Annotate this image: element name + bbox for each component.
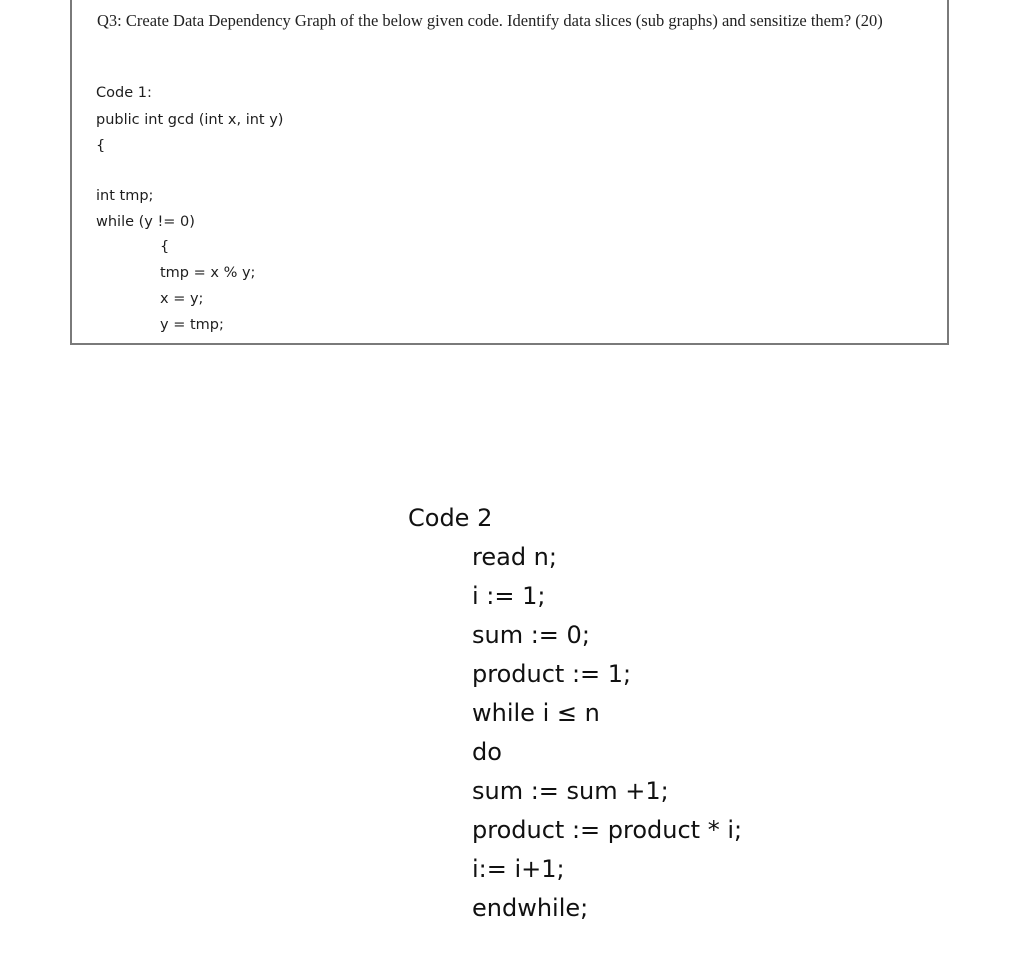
question-text: Q3: Create Data Dependency Graph of the below given code. Identify data slices (sub graphs) and sensitize them? (20): [97, 11, 883, 30]
code1-line: {: [160, 239, 170, 255]
code2-line: sum := sum +1;: [472, 777, 669, 805]
code2-line: read n;: [472, 543, 557, 571]
code2-line: product := product * i;: [472, 816, 743, 844]
code1-line: tmp = x % y;: [160, 265, 256, 281]
code2-line: while i ≤ n: [472, 699, 600, 727]
code1-line: {: [96, 138, 106, 154]
code2-line: i:= i+1;: [472, 855, 565, 883]
code1-line: y = tmp;: [160, 317, 224, 333]
code2-line: product := 1;: [472, 660, 632, 688]
code1-line: public int gcd (int x, int y): [96, 112, 284, 128]
code1-title: Code 1:: [96, 85, 152, 101]
code1-line: while (y != 0): [96, 214, 195, 230]
code2-line: do: [472, 738, 502, 766]
code1-line: x = y;: [160, 291, 204, 307]
code2-title: Code 2: [408, 504, 493, 532]
code2-line: endwhile;: [472, 894, 589, 922]
code2-line: i := 1;: [472, 582, 546, 610]
code2-line: sum := 0;: [472, 621, 590, 649]
code1-line: int tmp;: [96, 188, 154, 204]
